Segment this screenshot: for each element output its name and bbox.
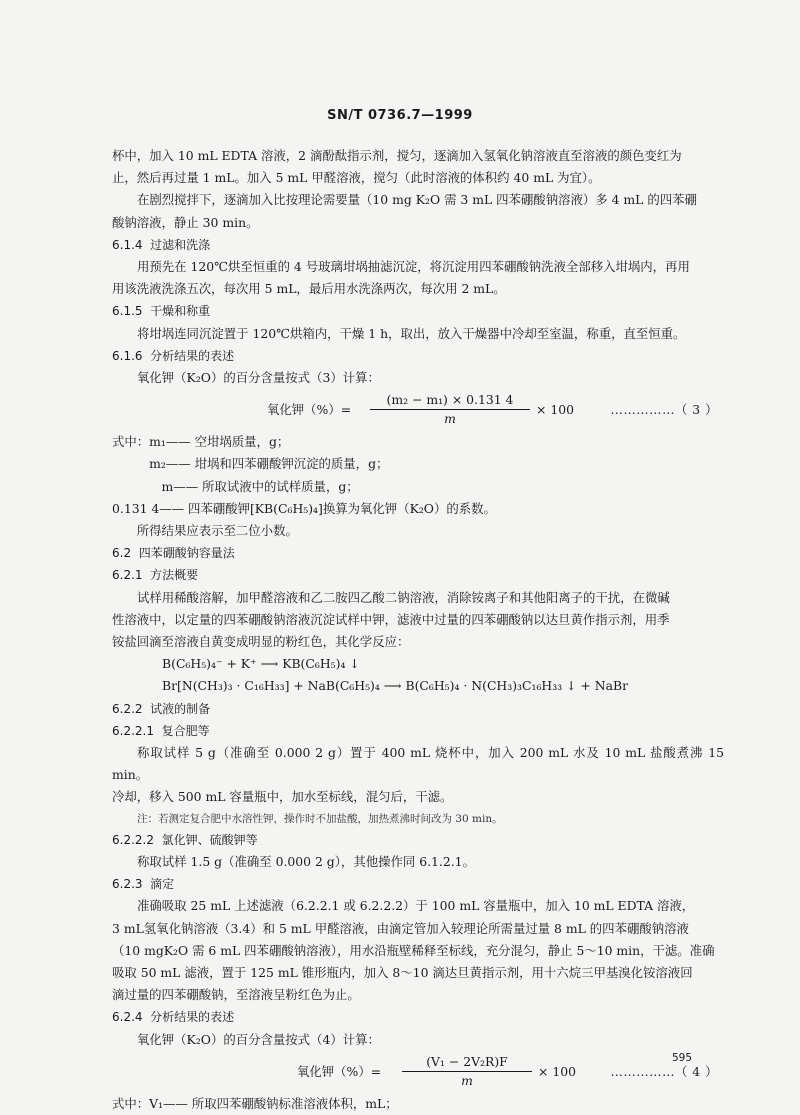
formula-3-definitions	[112, 431, 724, 542]
formula-3-multiplier: × 100	[536, 402, 574, 418]
text-line-c-12: 滴过量的四苯硼酸钠，至溶液呈粉红色为止。	[112, 987, 360, 1003]
text-line-0: 杯中，加入 10 mL EDTA 溶液，2 滴酚酞指示剂，搅匀，逐滴加入氢氧化钠溶液直至溶液的颜色变红为	[112, 148, 682, 163]
text-line-b-0: 6.2 四苯硼酸钠容量法	[112, 546, 235, 561]
standard-header: SN/T 0736.7—1999	[327, 108, 473, 123]
text-line-10: 氧化钾（K₂O）的百分含量按式（3）计算：	[137, 370, 380, 386]
definition-line-0: 式中：m₁—— 空坩埚质量，g；	[112, 434, 290, 450]
formula-4-lhs: 氧化钾（%）=	[297, 1063, 382, 1079]
text-line-c-3: 冷却，移入 500 mL 容量瓶中，加水至标线，混匀后，干滤。	[112, 789, 453, 805]
text-line-c-6: 称取试样 1.5 g（准确至 0.000 2 g），其他操作同 6.1.2.1。	[137, 853, 475, 869]
text-line-c-0: 6.2.2 试液的制备	[112, 701, 211, 716]
text-line-c-11: 吸取 50 mL 滤液，置于 125 mL 锥形瓶内，加入 8～10 滴达旦黄指示剂，用十六烷三甲基溴化铵溶液回	[112, 964, 693, 980]
body-content	[112, 145, 724, 1115]
text-line-c-8: 准确吸取 25 mL 上述滤液（6.2.2.1 或 6.2.2.2）于 100 mL 容量瓶中，加入 10 mL EDTA 溶液，	[137, 898, 695, 914]
text-line-b-2: 试样用稀酸溶解，加甲醛溶液和乙二胺四乙酸二钠溶液，消除铵离子和其他阳离子的干扰，在微碱	[137, 589, 670, 605]
formula-3-lhs: 氧化钾（%）=	[267, 402, 352, 418]
text-line-b-3: 性溶液中，以定量的四苯硼酸钠溶液沉淀试样中钾，滤液中过量的四苯硼酸钠以达旦黄作指示剂，用季	[112, 611, 670, 627]
formula-4-number: ……………（ 4 ）	[610, 1063, 718, 1079]
formula-4	[112, 1053, 724, 1091]
text-line-8: 将坩埚连同沉淀置于 120℃烘箱内，干燥 1 h，取出，放入干燥器中冷却至室温，称重，直至恒重。	[137, 325, 686, 341]
section-6-2-intro	[112, 542, 724, 653]
formula-3-numerator: (m₂ − m₁) × 0.131 4	[370, 391, 530, 410]
text-line-3: 酸钠溶液，静止 30 min。	[112, 214, 259, 230]
text-line-c-2: 称取试样 5 g（准确至 0.000 2 g）置于 400 mL 烧杯中，加入 200 mL 水及 10 mL 盐酸煮沸 15 min。	[112, 745, 724, 783]
text-line-c-13: 6.2.4 分析结果的表述	[112, 1010, 235, 1025]
formula-4-fraction	[402, 1053, 532, 1089]
text-line-1: 止，然后再过量 1 mL。加入 5 mL 甲醛溶液，搅匀（此时溶液的体积约 40 mL 为宜）。	[112, 170, 601, 186]
reaction-equations	[112, 653, 724, 697]
text-line-6: 用该洗液洗涤五次，每次用 5 mL，最后用水洗涤两次，每次用 2 mL。	[112, 281, 506, 297]
text-line-5: 用预先在 120℃烘至恒重的 4 号玻璃坩埚抽滤沉淀，将沉淀用四苯硼酸钠洗液全部移入坩埚内，再用	[137, 259, 690, 275]
text-line-c-5: 6.2.2.2 氯化钾、硫酸钾等	[112, 832, 258, 847]
text-line-b-4: 铵盐回滴至溶液自黄变成明显的粉红色，其化学反应：	[112, 634, 410, 650]
section-6-1-continued	[112, 145, 724, 389]
reaction-line-0: B(C₆H₅)₄⁻ + K⁺ ⟶ KB(C₆H₅)₄ ↓	[162, 656, 360, 672]
formula-3-denominator: m	[444, 411, 456, 427]
text-line-c-7: 6.2.3 滴定	[112, 877, 175, 892]
definition-line-2: m—— 所取试液中的试样质量，g；	[112, 478, 359, 494]
definition-line-4: 所得结果应表示至二位小数。	[112, 523, 298, 539]
formula-4-numerator: (V₁ − 2V₂R)F	[402, 1053, 532, 1072]
text-line-4: 6.1.4 过滤和洗涤	[112, 237, 211, 252]
formula-3-fraction	[370, 391, 530, 427]
formula-3	[112, 391, 724, 429]
formula-4-denominator: m	[461, 1072, 473, 1088]
definition-line-1: m₂—— 坩埚和四苯硼酸钾沉淀的质量，g；	[112, 456, 389, 472]
text-line-c-10: （10 mgK₂O 需 6 mL 四苯硼酸钠溶液），用水沿瓶壁稀释至标线，充分混匀，静止 5～10 min，干滤。准确	[112, 942, 715, 958]
formula-4-definitions	[112, 1093, 724, 1115]
text-line-c-14: 氧化钾（K₂O）的百分含量按式（4）计算：	[137, 1031, 380, 1047]
text-line-c-4: 注：若测定复合肥中水溶性钾，操作时不加盐酸，加热煮沸时间改为 30 min。	[137, 812, 503, 825]
formula-4-multiplier: × 100	[538, 1063, 576, 1079]
definition-line-b-0: 式中：V₁—— 所取四苯硼酸钠标准溶液体积，mL；	[112, 1095, 398, 1111]
text-line-9: 6.1.6 分析结果的表述	[112, 348, 235, 363]
text-line-b-1: 6.2.1 方法概要	[112, 568, 199, 583]
text-line-2: 在剧烈搅拌下，逐滴加入比按理论需要量（10 mg K₂O 需 3 mL 四苯硼酸钠溶液）多 4 mL 的四苯硼	[137, 192, 697, 208]
formula-3-number: ……………（ 3 ）	[610, 402, 718, 418]
section-6-2-procedure	[112, 698, 724, 1051]
text-line-7: 6.1.5 干燥和称重	[112, 304, 211, 319]
definition-line-3: 0.131 4—— 四苯硼酸钾[KB(C₆H₅)₄]换算为氧化钾（K₂O）的系数。	[112, 500, 496, 516]
page-number: 595	[672, 1052, 693, 1064]
text-line-c-1: 6.2.2.1 复合肥等	[112, 723, 210, 738]
reaction-line-1: Br[N(CH₃)₃ · C₁₆H₃₃] + NaB(C₆H₅)₄ ⟶ B(C₆H₅)₄ · N(CH₃)₃C₁₆H₃₃ ↓ + NaBr	[162, 678, 628, 694]
text-line-c-9: 3 mL氢氧化钠溶液（3.4）和 5 mL 甲醛溶液，由滴定管加入较理论所需量过量 8 mL 的四苯硼酸钠溶液	[112, 920, 689, 936]
